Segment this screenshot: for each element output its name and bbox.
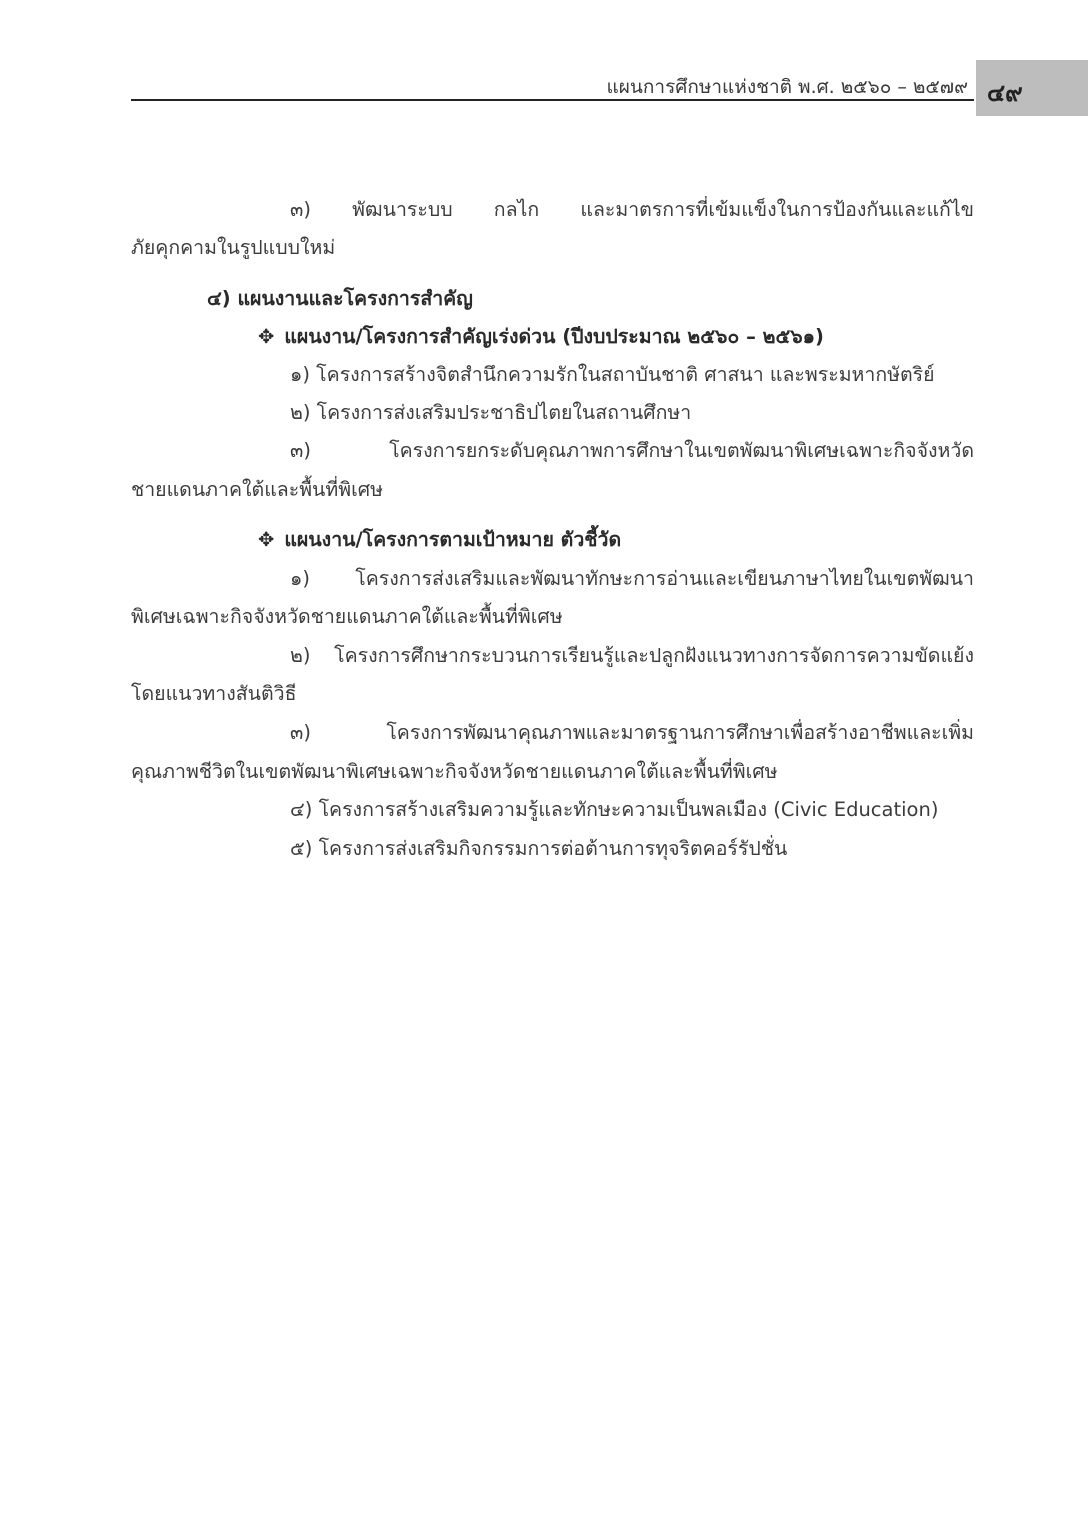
list-item: ๒) โครงการส่งเสริมประชาธิปไตยในสถานศึกษา (290, 401, 692, 424)
subsection-heading-text: แผนงาน/โครงการตามเป้าหมาย ตัวชี้วัด (284, 528, 622, 551)
section-heading: ๔) แผนงานและโครงการสำคัญ (207, 287, 473, 310)
paragraph-3-line-2: ภัยคุกคามในรูปแบบใหม่ (131, 236, 336, 259)
bullet-icon: ✥ (258, 528, 275, 551)
list-item: ๒) โครงการศึกษากระบวนการเรียนรู้และปลูกฝังแนวทางการจัดการความขัดแย้ง (290, 644, 974, 667)
list-item: ๑) โครงการส่งเสริมและพัฒนาทักษะการอ่านและเขียนภาษาไทยในเขตพัฒนา (290, 567, 974, 590)
header-rule (131, 99, 974, 101)
list-item-continuation: พิเศษเฉพาะกิจจังหวัดชายแดนภาคใต้และพื้นที่พิเศษ (131, 605, 563, 628)
list-item-continuation: คุณภาพชีวิตในเขตพัฒนาพิเศษเฉพาะกิจจังหวัดชายแดนภาคใต้และพื้นที่พิเศษ (131, 760, 778, 783)
subsection-heading-urgent (258, 323, 824, 351)
list-item: ๓) โครงการพัฒนาคุณภาพและมาตรฐานการศึกษาเพื่อสร้างอาชีพและเพิ่ม (290, 721, 974, 744)
bullet-icon: ✥ (258, 325, 275, 348)
subsection-heading-text: แผนงาน/โครงการสำคัญเร่งด่วน (ปีงบประมาณ ๒๕๖๐ – ๒๕๖๑) (284, 325, 824, 348)
list-item-continuation: โดยแนวทางสันติวิธี (131, 682, 297, 705)
list-item: ๕) โครงการส่งเสริมกิจกรรมการต่อต้านการทุจริตคอร์รัปชั่น (290, 837, 788, 860)
page-number-tab (976, 60, 1088, 116)
paragraph-3-line-1: ๓) พัฒนาระบบ กลไก และมาตรการที่เข้มแข็งในการป้องกันและแก้ไข (290, 198, 974, 221)
list-item: ๓) โครงการยกระดับคุณภาพการศึกษาในเขตพัฒนาพิเศษเฉพาะกิจจังหวัด (290, 439, 974, 462)
page-number: ๔๙ (987, 79, 1023, 107)
subsection-heading-targets (258, 526, 621, 554)
list-item: ๑) โครงการสร้างจิตสำนึกความรักในสถาบันชาติ ศาสนา และพระมหากษัตริย์ (290, 363, 935, 386)
list-item: ๔) โครงการสร้างเสริมความรู้และทักษะความเป็นพลเมือง (Civic Education) (290, 798, 939, 821)
running-header-title: แผนการศึกษาแห่งชาติ พ.ศ. ๒๕๖๐ – ๒๕๗๙ (606, 76, 968, 98)
list-item-continuation: ชายแดนภาคใต้และพื้นที่พิเศษ (131, 478, 383, 501)
